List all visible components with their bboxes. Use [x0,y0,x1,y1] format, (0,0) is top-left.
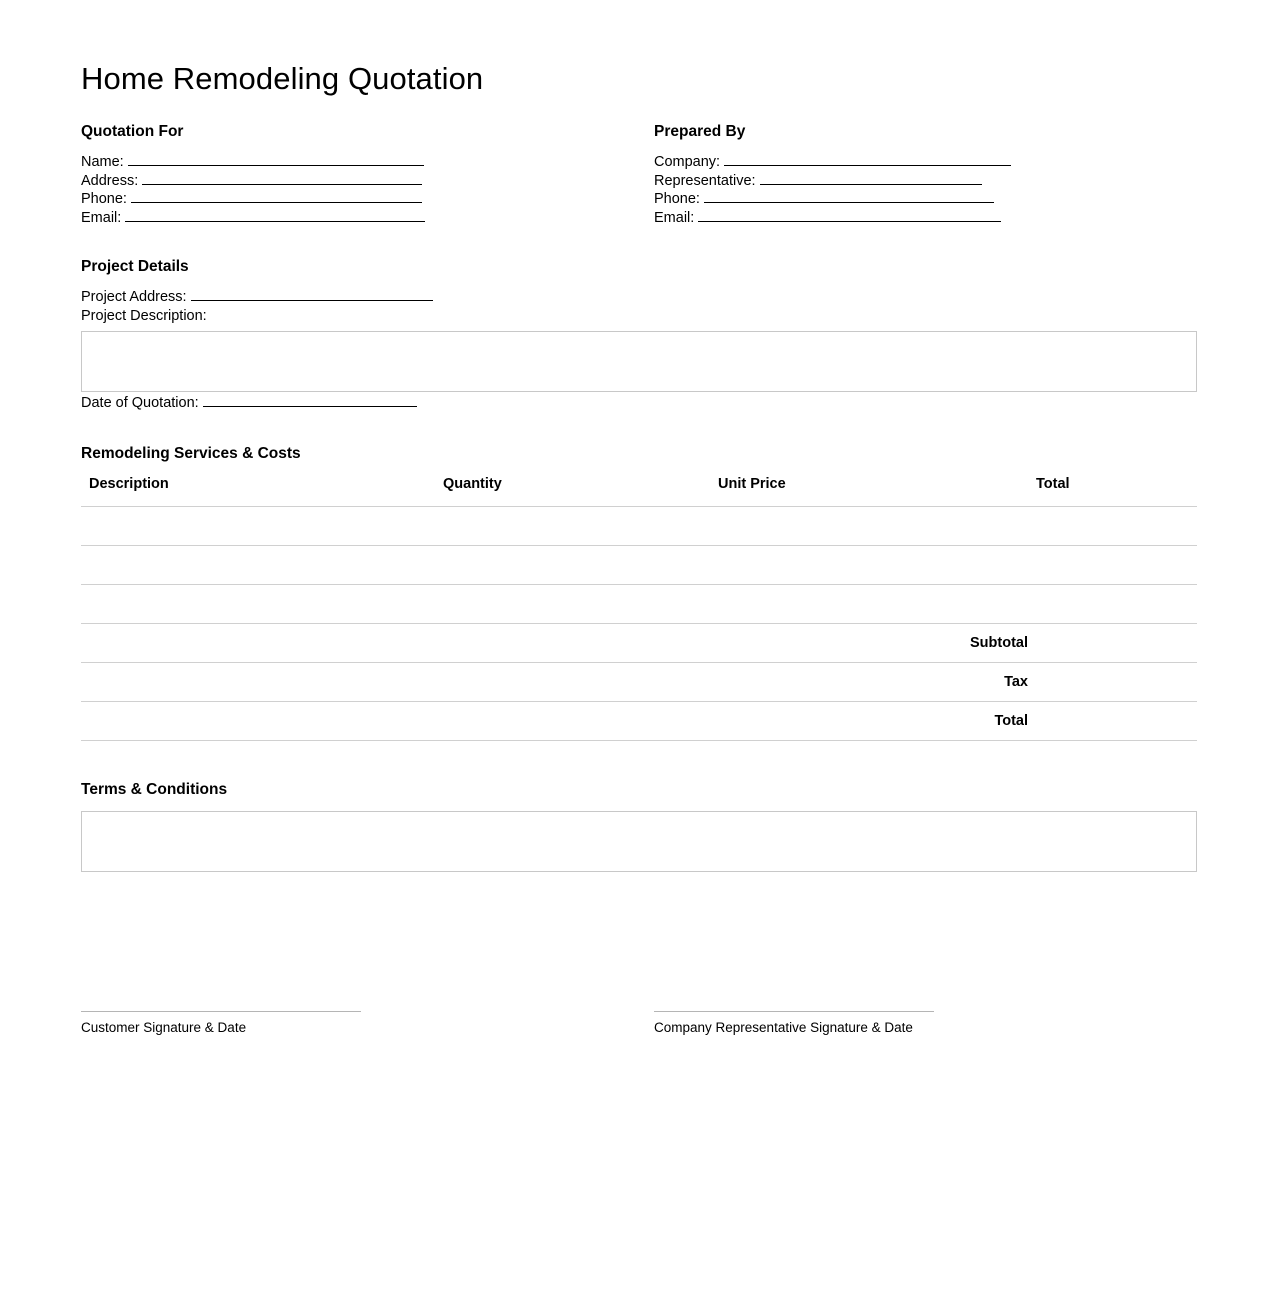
column-header-quantity: Quantity [443,476,718,507]
cell-total[interactable] [1028,585,1197,624]
summary-value-subtotal[interactable] [1028,624,1197,663]
quotation-for-label: Name: [81,154,124,170]
terms-heading: Terms & Conditions [81,781,228,798]
summary-value-tax[interactable] [1028,663,1197,702]
summary-spacer-cell [81,624,443,663]
table-row [81,507,1197,546]
project-description-textarea[interactable] [81,331,1197,392]
table-header-row [81,476,1197,507]
summary-value-total[interactable] [1028,702,1197,741]
date-of-quotation-row [81,394,417,413]
services-cost-table [81,476,1197,741]
quotation-for-label: Phone: [81,191,127,208]
quotation-for-input[interactable] [142,173,422,185]
summary-spacer-cell [81,663,443,702]
summary-spacer-cell [443,624,718,663]
quotation-for-field-row [81,209,425,228]
project-description-label-row [81,307,433,326]
column-header-total: Total [1028,476,1197,507]
prepared-by-fields [654,153,1011,227]
quotation-for-label: Address: [81,172,139,189]
summary-label-tax: Tax [718,663,1028,702]
date-of-quotation-label: Date of Quotation: [81,395,199,411]
project-address-label: Project Address: [81,289,187,305]
cell-unit-price[interactable] [718,507,1028,546]
page-title: Home Remodeling Quotation [81,61,484,96]
prepared-by-field-row [654,172,1011,191]
cell-quantity[interactable] [443,507,718,546]
quotation-for-field-row [81,190,425,209]
quotation-for-input[interactable] [128,154,424,166]
cell-unit-price[interactable] [718,546,1028,585]
cell-description[interactable] [81,585,443,624]
services-heading: Remodeling Services & Costs [81,445,301,462]
prepared-by-input[interactable] [760,173,982,185]
project-address-input[interactable] [191,289,433,301]
summary-row [81,663,1197,702]
summary-spacer-cell [443,663,718,702]
customer-signature-caption: Customer Signature & Date [81,1020,247,1035]
cell-total[interactable] [1028,546,1197,585]
prepared-by-label: Phone: [654,191,700,208]
cell-description[interactable] [81,546,443,585]
cell-description[interactable] [81,507,443,546]
prepared-by-label: Email: [654,209,695,226]
quotation-for-label: Email: [81,209,122,226]
terms-textarea[interactable] [81,811,1197,872]
quotation-for-field-row [81,172,425,191]
summary-spacer-cell [81,702,443,741]
project-details-heading: Project Details [81,258,189,275]
prepared-by-label: Company: [654,154,721,170]
prepared-by-input[interactable] [724,154,1011,166]
quotation-for-fields [81,153,425,227]
quotation-for-heading: Quotation For [81,123,184,140]
table-row [81,585,1197,624]
company-signature-block [654,1011,934,1037]
prepared-by-heading: Prepared By [654,123,746,140]
cell-quantity[interactable] [443,546,718,585]
column-header-unit-price: Unit Price [718,476,1028,507]
project-description-label: Project Description: [81,307,207,324]
quotation-for-field-row [81,153,425,172]
prepared-by-input[interactable] [704,191,994,203]
summary-spacer-cell [443,702,718,741]
table-row [81,546,1197,585]
prepared-by-input[interactable] [698,210,1001,222]
date-of-quotation-input[interactable] [203,395,417,407]
prepared-by-field-row [654,153,1011,172]
quotation-for-input[interactable] [131,191,422,203]
project-address-row [81,288,433,325]
cell-total[interactable] [1028,507,1197,546]
cell-quantity[interactable] [443,585,718,624]
quotation-for-input[interactable] [125,210,425,222]
customer-signature-block [81,1011,361,1037]
column-header-description: Description [81,476,443,507]
summary-row [81,702,1197,741]
company-signature-caption: Company Representative Signature & Date [654,1020,913,1035]
project-address-field [81,288,433,307]
cell-unit-price[interactable] [718,585,1028,624]
prepared-by-field-row [654,190,1011,209]
prepared-by-field-row [654,209,1011,228]
summary-row [81,624,1197,663]
summary-label-total: Total [718,702,1028,741]
prepared-by-label: Representative: [654,172,756,189]
summary-label-subtotal: Subtotal [718,624,1028,663]
date-of-quotation-field [81,394,417,413]
